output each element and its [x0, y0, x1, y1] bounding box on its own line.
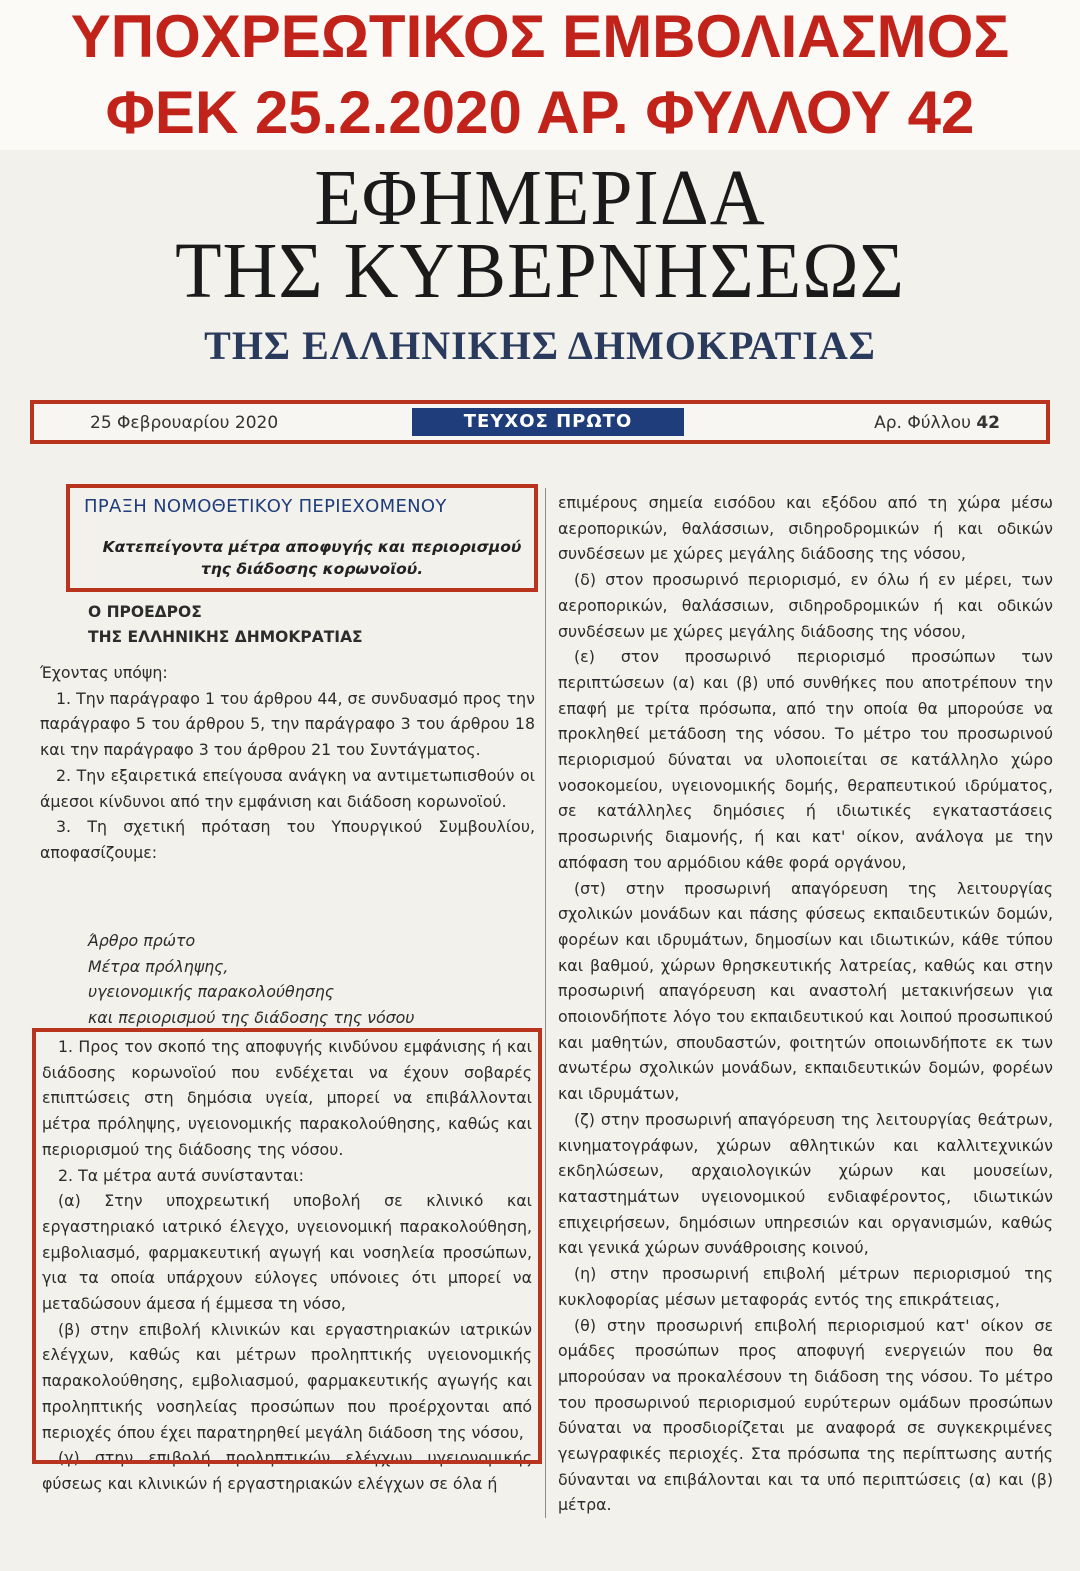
issue-bar	[30, 400, 1050, 444]
right-column	[558, 490, 1053, 1518]
preamble-intro: Έχοντας υπόψη:	[40, 663, 168, 682]
right-paragraph: (ε) στον προσωρινό περιορισμό προσώπων των περιπτώσεων (α) και (β) υπό συνθήκες που αποτρέπουν την επαφή με τρίτα πρόσωπα, από την οποία θα μπορούσε να προκληθεί μετάδοση της νόσου. Το μέτρο του προσωρινού περιορισμού δύναται να υλοποιείται σε κατάλληλο χώρο νοσοκομείου, υγειονομικής δομής, θεραπευτικού ιδρύματος, σε κατάλληλες δημόσιες ή ιδιωτικές εγκαταστάσεις προσωρινής διαμονής, ή και κατ' οίκον, ανάλογα με την απόφαση του αρμόδιου κάθε φορά οργάνου,	[558, 647, 1053, 872]
right-paragraph: (στ) στην προσωρινή απαγόρευση της λειτουργίας σχολικών μονάδων και πάσης φύσεως εκπαιδευτικών δομών, φορέων και ιδρυμάτων, δημοσίων και ιδιωτικών, κάθε τύπου και βαθμού, χώρων θρησκευτικής λατρείας, καθώς και στην προσωρινή απαγόρευση και αναστολή μετακινήσεων για οποιονδήποτε λόγο του εκπαιδευτικού και λοιπού προσωπικού και μαθητών, σπουδαστών, φοιτητών οποιωνδήποτε εκ των ανωτέρω σχολικών μονάδων, εκπαιδευτικών δομών, φορέων και ιδρυμάτων,	[558, 878, 1053, 1104]
president-line-2: ΤΗΣ ΕΛΛΗΝΙΚΗΣ ΔΗΜΟΚΡΑΤΙΑΣ	[88, 628, 363, 646]
article-paragraph: (γ) στην επιβολή προληπτικών ελέγχων υγειονομικής φύσεως και κλινικών ή εργαστηριακών ελέγχων σε όλα ή	[42, 1448, 532, 1493]
right-paragraph: (ζ) στην προσωρινή απαγόρευση της λειτουργίας θεάτρων, κινηματογράφων, χώρων αθλητικών και καλλιτεχνικών εκδηλώσεων, αρχαιολογικών χώρων και μουσείων, καταστημάτων υγειονομικού ενδιαφέροντος, ιδιωτικών επιχειρήσεων, δημόσιων υπηρεσιών και οργανισμών, καθώς και γενικά χώρων συνάθροισης κοινού,	[558, 1109, 1053, 1258]
preamble-item: 3. Τη σχετική πρόταση του Υπουργικού Συμβουλίου, αποφασίζουμε:	[40, 817, 535, 862]
preamble-item: 1. Την παράγραφο 1 του άρθρου 44, σε συνδυασμό προς την παράγραφο 5 του άρθρου 5, την παράγραφο 3 του άρθρου 18 και την παράγραφο 3 του άρθρου 21 του Συντάγματος.	[40, 688, 535, 760]
column-divider	[545, 488, 546, 1518]
masthead-subtitle: ΤΗΣ ΕΛΛΗΝΙΚΗΣ ΔΗΜΟΚΡΑΤΙΑΣ	[204, 323, 876, 368]
masthead-title: ΕΦΗΜΕΡΙΔΑ	[314, 153, 766, 243]
article-paragraph: 1. Προς τον σκοπό της αποφυγής κινδύνου εμφάνισης ή και διάδοσης κορωνοϊού που ενδέχεται να έχουν σοβαρές επιπτώσεις στη δημόσια υγεία, μπορεί να επιβάλλονται μέτρα πρόληψης, υγειονομικής παρακολούθησης, καθώς και περιορισμού της διάδοσης της νόσου.	[42, 1037, 532, 1159]
right-paragraph: (η) στην προσωρινή επιβολή μέτρων περιορισμού της κυκλοφορίας μέσων μεταφοράς εντός της επικράτειας,	[558, 1264, 1053, 1309]
preamble-item: 2. Την εξαιρετικά επείγουσα ανάγκη να αντιμετωπισθούν οι άμεσοι κίνδυνοι από την εμφάνιση και διάδοση κορωνοϊού.	[40, 765, 535, 811]
article-title-line: Άρθρο πρώτο	[88, 931, 196, 950]
act-type: ΠΡΑΞΗ ΝΟΜΟΘΕΤΙΚΟΥ ΠΕΡΙΕΧΟΜΕΝΟΥ	[84, 496, 447, 517]
act-subtitle: Κατεπείγοντα μέτρα αποφυγής και περιορισμού της διάδοσης κορωνοϊού.	[102, 538, 522, 578]
president-heading	[88, 600, 363, 650]
president-line-1: Ο ΠΡΟΕΔΡΟΣ	[88, 603, 202, 621]
right-paragraph: (θ) στην προσωρινή επιβολή περιορισμού κατ' οίκον σε ομάδες προσώπων προς αποφυγή ενεργειών που θα μπορούσαν να προκαλέσουν τη διάδοση της νόσου. Το μέτρο του προσωρινού περιορισμού ευρύτερων ομάδων προσώπων δύναται να προσδιορίζεται με αναφορά σε συγκεκριμένες γεωγραφικές περιοχές. Στα πρόσωπα της περίπτωσης αυτής δύνανται να επιβάλονται και τα υπό περιπτώσεις (α) και (β) μέτρα.	[558, 1315, 1053, 1515]
article-paragraph: 2. Τα μέτρα αυτά συνίστανται:	[58, 1165, 304, 1185]
highlight-box	[32, 1028, 542, 1464]
headline-line-1: ΥΠΟΧΡΕΩΤΙΚΟΣ ΕΜΒΟΛΙΑΣΜΟΣ	[70, 3, 1010, 70]
right-paragraph: επιμέρους σημεία εισόδου και εξόδου από τη χώρα μέσω αεροπορικών, θαλάσσιων, σιδηροδρομικών ή και οδικών συνδέσεων με χώρες μεγάλης διάδοσης της νόσου,	[558, 493, 1053, 564]
right-paragraph: (δ) στον προσωρινό περιορισμό, εν όλω ή εν μέρει, των αεροπορικών, θαλάσσιων, σιδηροδρομικών ή και οδικών συνδέσεων με χώρες μεγάλης διάδοσης της νόσου,	[558, 570, 1053, 641]
issue-date: 25 Φεβρουαρίου 2020	[90, 413, 279, 433]
headline-banner	[0, 0, 1080, 150]
masthead-title-2: ΤΗΣ ΚΥΒΕΡΝΗΣΕΩΣ	[175, 226, 905, 316]
issue-volume-tag: ΤΕΥΧΟΣ ΠΡΩΤΟ	[412, 408, 684, 436]
act-title-box	[66, 484, 538, 592]
article-title-line: Μέτρα πρόληψης,	[88, 956, 229, 976]
article-title-line: υγειονομικής παρακολούθησης	[88, 982, 335, 1002]
article-title-line: και περιορισμού της διάδοσης της νόσου	[88, 1008, 415, 1028]
article-paragraph: (β) στην επιβολή κλινικών και εργαστηριακών ιατρικών ελέγχων, καθώς και μέτρων προληπτικής υγειονομικής παρακολούθησης, εμβολιασμού, φαρμακευτικής αγωγής και προληπτικής νοσηλείας προσώπων που προέρχονται από περιοχές όπου έχει παρατηρηθεί μεγάλη διάδοση της νόσου,	[42, 1319, 532, 1442]
article-title	[88, 928, 414, 1031]
left-column-preamble	[40, 660, 535, 866]
article-paragraph: (α) Στην υποχρεωτική υποβολή σε κλινικό και εργαστηριακό ιατρικό έλεγχο, υγειονομική παρακολούθηση, εμβολιασμό, φαρμακευτική αγωγή και νοσηλεία προσώπων, για τα οποία υπάρχουν εύλογες υπόνοιες ότι μπορεί να μεταδώσουν άμεσα ή έμμεσα τη νόσο,	[42, 1191, 532, 1314]
headline-line-2: ΦΕΚ 25.2.2020 ΑΡ. ΦΥΛΛΟΥ 42	[105, 79, 975, 146]
issue-sheet-number: Αρ. Φύλλου 42	[874, 413, 1000, 433]
